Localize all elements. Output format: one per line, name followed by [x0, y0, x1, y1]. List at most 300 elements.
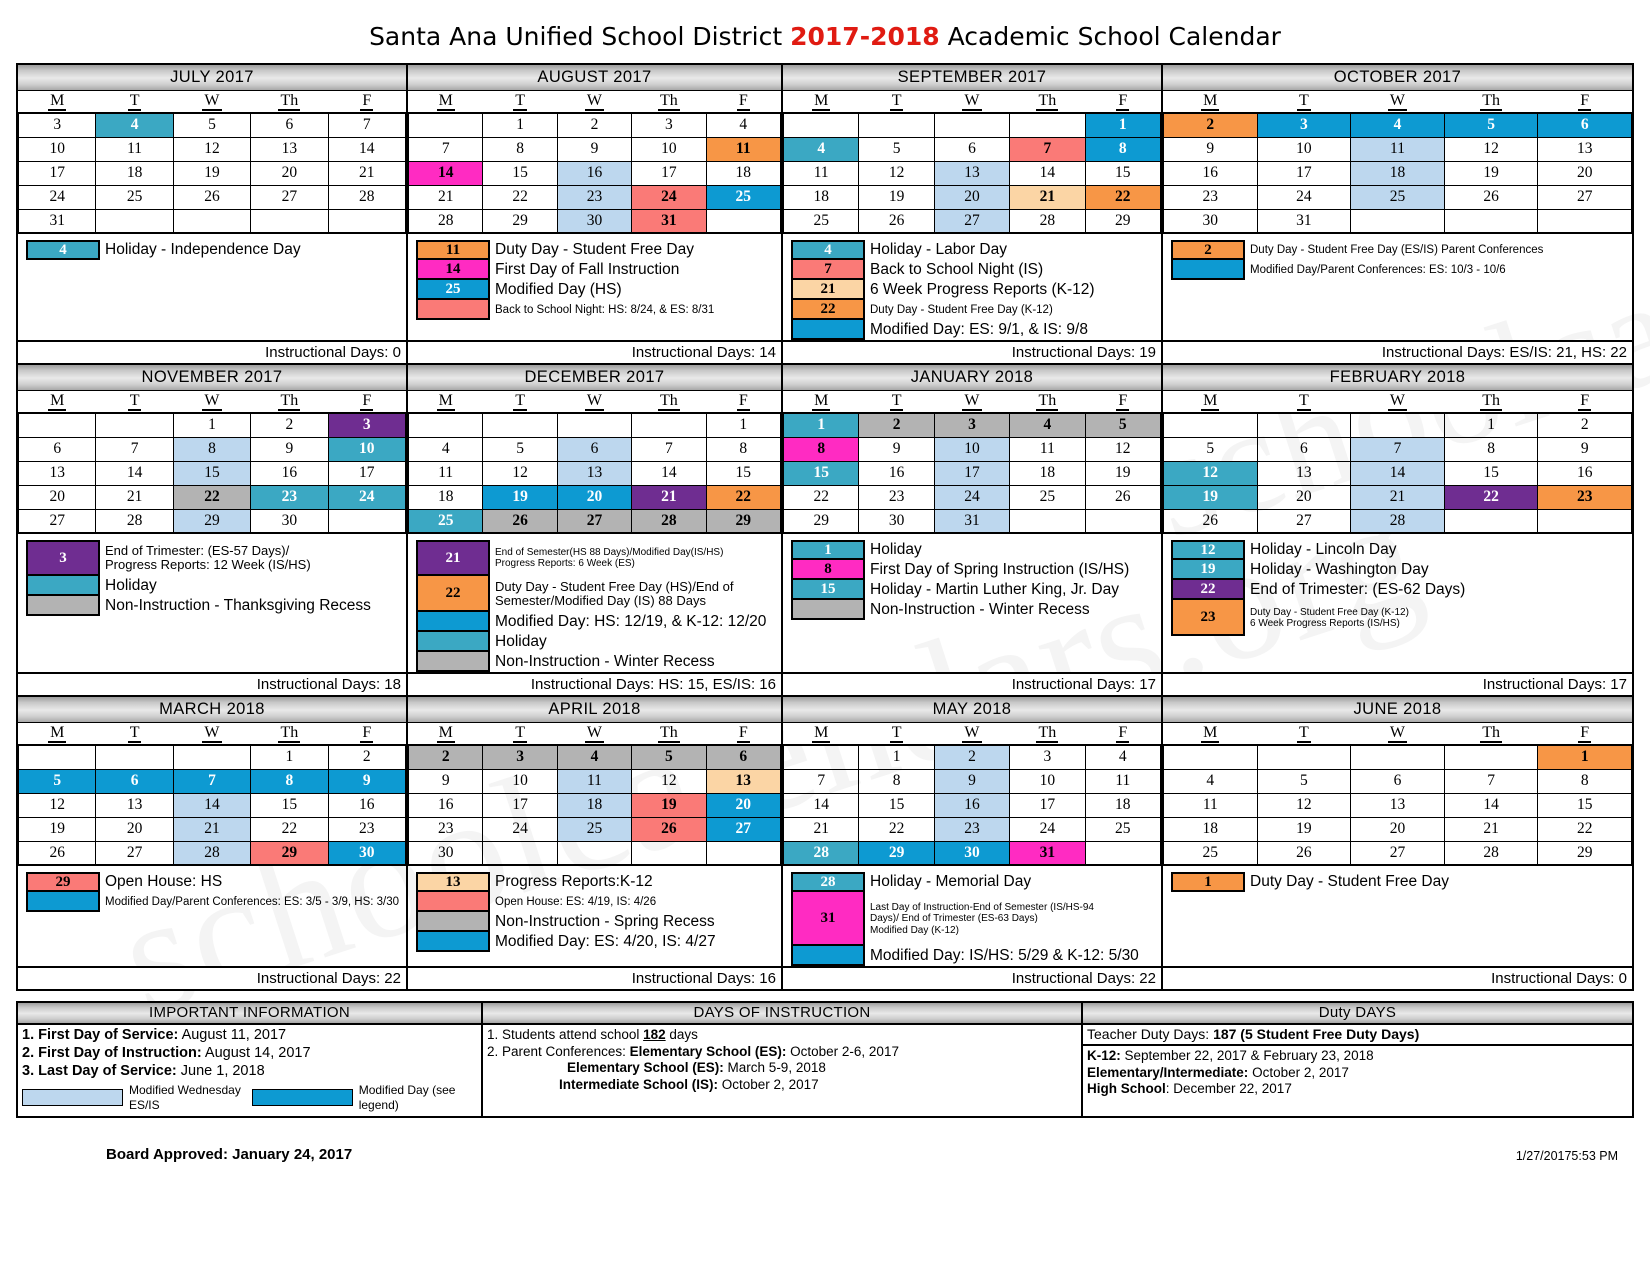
day-cell[interactable]: 16	[934, 793, 1009, 817]
day-cell[interactable]: 18	[1351, 161, 1445, 185]
day-cell[interactable]: 25	[1351, 185, 1445, 209]
day-cell[interactable]: 18	[1164, 817, 1258, 841]
day-cell-empty	[632, 413, 706, 437]
day-cell[interactable]: 25	[1010, 485, 1085, 509]
legend-label-line: Last Day of Instruction-End of Semester (IS/HS-94	[870, 902, 1094, 914]
day-cell[interactable]: 7	[328, 113, 405, 137]
day-cell[interactable]: 14	[328, 137, 405, 161]
day-cell[interactable]: 12	[173, 137, 250, 161]
day-cell[interactable]: 5	[1444, 113, 1538, 137]
day-cell[interactable]: 16	[251, 461, 328, 485]
day-cell[interactable]: 10	[19, 137, 96, 161]
day-cell[interactable]: 11	[1351, 137, 1445, 161]
day-cell[interactable]: 17	[934, 461, 1009, 485]
day-cell[interactable]: 14	[173, 793, 250, 817]
day-cell[interactable]: 18	[409, 485, 483, 509]
day-cell[interactable]: 31	[1010, 841, 1085, 865]
day-cell[interactable]: 8	[706, 437, 780, 461]
day-cell-empty	[173, 209, 250, 233]
day-cell[interactable]: 20	[934, 185, 1009, 209]
day-cell[interactable]: 14	[632, 461, 706, 485]
day-cell[interactable]: 27	[1257, 509, 1351, 533]
day-cell[interactable]: 14	[1351, 461, 1445, 485]
day-cell[interactable]: 22	[483, 185, 557, 209]
day-cell[interactable]: 1	[859, 745, 934, 769]
day-cell[interactable]: 6	[19, 437, 96, 461]
day-cell[interactable]: 30	[251, 509, 328, 533]
day-cell[interactable]: 21	[1351, 485, 1445, 509]
day-cell[interactable]: 31	[19, 209, 96, 233]
day-cell[interactable]: 4	[1164, 769, 1258, 793]
day-cell[interactable]: 27	[557, 509, 631, 533]
day-cell[interactable]: 27	[934, 209, 1009, 233]
day-cell[interactable]: 13	[96, 793, 173, 817]
day-cell[interactable]: 8	[173, 437, 250, 461]
day-cell[interactable]: 27	[1351, 841, 1445, 865]
day-cell[interactable]: 12	[1164, 461, 1258, 485]
day-cell[interactable]: 11	[557, 769, 631, 793]
day-cell[interactable]: 1	[1538, 745, 1632, 769]
day-cell[interactable]: 22	[251, 817, 328, 841]
day-cell[interactable]: 23	[859, 485, 934, 509]
day-cell[interactable]: 2	[1164, 113, 1258, 137]
day-cell[interactable]: 13	[251, 137, 328, 161]
day-cell[interactable]: 17	[632, 161, 706, 185]
day-cell-empty	[1164, 745, 1258, 769]
day-cell[interactable]: 14	[1010, 161, 1085, 185]
day-cell[interactable]: 9	[409, 769, 483, 793]
day-cell[interactable]: 27	[19, 509, 96, 533]
day-cell-empty	[1257, 745, 1351, 769]
day-cell[interactable]: 3	[328, 413, 405, 437]
day-cell[interactable]: 20	[96, 817, 173, 841]
day-cell[interactable]: 8	[784, 437, 859, 461]
day-cell[interactable]: 20	[1351, 817, 1445, 841]
day-cell[interactable]: 28	[409, 209, 483, 233]
day-cell[interactable]: 22	[173, 485, 250, 509]
day-cell[interactable]: 19	[1085, 461, 1160, 485]
month-title: MARCH 2018	[18, 697, 406, 723]
legend-item	[416, 540, 781, 576]
day-cell[interactable]: 9	[251, 437, 328, 461]
day-cell[interactable]: 8	[1085, 137, 1160, 161]
day-cell[interactable]: 29	[784, 509, 859, 533]
day-cell[interactable]: 5	[632, 745, 706, 769]
day-cell[interactable]: 21	[173, 817, 250, 841]
day-cell[interactable]: 28	[1444, 841, 1538, 865]
day-cell[interactable]: 17	[1010, 793, 1085, 817]
day-cell-empty	[409, 113, 483, 137]
day-cell[interactable]: 10	[1010, 769, 1085, 793]
day-cell[interactable]: 17	[19, 161, 96, 185]
day-cell[interactable]: 7	[1010, 137, 1085, 161]
day-cell[interactable]: 4	[784, 137, 859, 161]
day-cell[interactable]: 24	[19, 185, 96, 209]
legend-label: Non-Instruction - Winter Recess	[870, 600, 1090, 618]
day-cell[interactable]: 6	[1538, 113, 1632, 137]
day-cell[interactable]: 16	[1164, 161, 1258, 185]
day-cell[interactable]: 1	[173, 413, 250, 437]
day-cell[interactable]: 16	[859, 461, 934, 485]
week-row	[1164, 185, 1632, 209]
day-cell[interactable]: 11	[1085, 769, 1160, 793]
day-cell[interactable]: 4	[409, 437, 483, 461]
day-cell[interactable]: 4	[557, 745, 631, 769]
day-cell[interactable]: 12	[1257, 793, 1351, 817]
day-cell[interactable]: 26	[1444, 185, 1538, 209]
legend-item	[26, 596, 406, 616]
day-cell[interactable]: 15	[173, 461, 250, 485]
day-cell[interactable]: 13	[557, 461, 631, 485]
day-cell[interactable]: 26	[859, 209, 934, 233]
day-cell[interactable]: 29	[483, 209, 557, 233]
day-cell[interactable]: 15	[1444, 461, 1538, 485]
day-cell[interactable]: 11	[1164, 793, 1258, 817]
day-cell[interactable]: 11	[706, 137, 780, 161]
day-cell[interactable]: 25	[557, 817, 631, 841]
day-cell[interactable]: 16	[557, 161, 631, 185]
day-cell[interactable]: 6	[251, 113, 328, 137]
day-cell[interactable]: 1	[706, 413, 780, 437]
day-cell[interactable]: 4	[96, 113, 173, 137]
day-cell[interactable]: 12	[1085, 437, 1160, 461]
week-row	[409, 793, 781, 817]
day-cell[interactable]: 28	[632, 509, 706, 533]
legend-label: First Day of Fall Instruction	[495, 260, 680, 278]
day-cell[interactable]: 17	[328, 461, 405, 485]
day-cell[interactable]: 16	[328, 793, 405, 817]
day-cell[interactable]: 8	[1444, 437, 1538, 461]
day-cell[interactable]: 17	[483, 793, 557, 817]
day-cell[interactable]: 15	[1538, 793, 1632, 817]
day-cell[interactable]: 7	[1444, 769, 1538, 793]
day-cell[interactable]: 4	[706, 113, 780, 137]
day-cell[interactable]: 1	[1085, 113, 1160, 137]
weekday-header-w: W	[173, 391, 250, 413]
day-cell[interactable]: 13	[934, 161, 1009, 185]
day-cell[interactable]: 25	[1164, 841, 1258, 865]
day-cell[interactable]: 22	[706, 485, 780, 509]
day-cell[interactable]: 3	[934, 413, 1009, 437]
day-cell[interactable]: 13	[1257, 461, 1351, 485]
day-cell[interactable]: 19	[1164, 485, 1258, 509]
day-cell[interactable]: 30	[1164, 209, 1258, 233]
day-cell[interactable]: 30	[934, 841, 1009, 865]
day-cell[interactable]: 18	[784, 185, 859, 209]
day-cell[interactable]: 15	[483, 161, 557, 185]
day-cell[interactable]: 2	[557, 113, 631, 137]
day-cell[interactable]: 21	[96, 485, 173, 509]
day-cell[interactable]: 21	[1444, 817, 1538, 841]
day-cell[interactable]: 9	[557, 137, 631, 161]
day-cell[interactable]: 15	[1085, 161, 1160, 185]
day-cell[interactable]: 25	[1085, 817, 1160, 841]
legend-item	[791, 540, 1161, 560]
day-cell[interactable]: 2	[409, 745, 483, 769]
day-cell-empty	[1351, 745, 1445, 769]
day-cell[interactable]: 12	[483, 461, 557, 485]
day-cell[interactable]: 26	[483, 509, 557, 533]
day-cell[interactable]: 29	[1085, 209, 1160, 233]
day-cell[interactable]: 6	[934, 137, 1009, 161]
day-cell[interactable]: 15	[859, 793, 934, 817]
day-cell[interactable]: 23	[328, 817, 405, 841]
day-cell[interactable]: 18	[557, 793, 631, 817]
day-cell[interactable]: 10	[934, 437, 1009, 461]
day-cell[interactable]: 21	[632, 485, 706, 509]
week-row	[19, 161, 406, 185]
day-cell[interactable]: 8	[251, 769, 328, 793]
day-cell[interactable]: 1	[784, 413, 859, 437]
day-cell[interactable]: 8	[1538, 769, 1632, 793]
day-cell[interactable]: 12	[19, 793, 96, 817]
day-cell[interactable]: 16	[1538, 461, 1632, 485]
day-cell[interactable]: 1	[1444, 413, 1538, 437]
day-cell[interactable]: 24	[1010, 817, 1085, 841]
day-cell[interactable]: 8	[859, 769, 934, 793]
day-cell[interactable]: 15	[251, 793, 328, 817]
day-cell[interactable]: 7	[784, 769, 859, 793]
day-cell[interactable]: 13	[1538, 137, 1632, 161]
day-cell[interactable]: 21	[1010, 185, 1085, 209]
day-cell[interactable]: 7	[96, 437, 173, 461]
day-cell[interactable]: 7	[173, 769, 250, 793]
day-cell[interactable]: 25	[706, 185, 780, 209]
day-cell[interactable]: 2	[934, 745, 1009, 769]
day-cell[interactable]: 6	[1351, 769, 1445, 793]
weekday-header-f: F	[1085, 91, 1160, 113]
day-cell-empty	[557, 841, 631, 865]
day-cell[interactable]: 6	[706, 745, 780, 769]
day-cell[interactable]: 9	[328, 769, 405, 793]
day-cell[interactable]: 14	[96, 461, 173, 485]
duty-label: High School	[1087, 1081, 1166, 1097]
day-cell[interactable]: 26	[1257, 841, 1351, 865]
day-cell[interactable]: 23	[934, 817, 1009, 841]
day-cell[interactable]: 13	[19, 461, 96, 485]
day-cell[interactable]: 24	[934, 485, 1009, 509]
duty-line	[1087, 1081, 1628, 1098]
important-information-panel	[18, 1003, 483, 1116]
weekday-header-th: Th	[1444, 723, 1538, 745]
day-cell[interactable]: 28	[96, 509, 173, 533]
day-cell[interactable]: 23	[1538, 485, 1632, 509]
day-cell[interactable]: 14	[784, 793, 859, 817]
day-cell[interactable]: 4	[1085, 745, 1160, 769]
day-cell[interactable]: 5	[19, 769, 96, 793]
day-cell[interactable]: 9	[1538, 437, 1632, 461]
day-cell[interactable]: 6	[557, 437, 631, 461]
day-cell[interactable]: 22	[859, 817, 934, 841]
day-cell[interactable]: 3	[1257, 113, 1351, 137]
day-cell[interactable]: 18	[96, 161, 173, 185]
legend-item	[791, 892, 1161, 946]
day-cell[interactable]: 22	[1444, 485, 1538, 509]
day-cell[interactable]: 6	[1257, 437, 1351, 461]
day-cell[interactable]: 31	[934, 509, 1009, 533]
day-cell[interactable]: 16	[409, 793, 483, 817]
day-cell[interactable]: 26	[173, 185, 250, 209]
day-cell[interactable]: 22	[1538, 817, 1632, 841]
day-cell[interactable]: 18	[1010, 461, 1085, 485]
day-cell[interactable]: 7	[1351, 437, 1445, 461]
day-cell[interactable]: 11	[96, 137, 173, 161]
day-cell[interactable]: 19	[632, 793, 706, 817]
day-cell[interactable]: 7	[409, 137, 483, 161]
day-cell[interactable]: 26	[632, 817, 706, 841]
day-cell[interactable]: 9	[859, 437, 934, 461]
day-cell[interactable]: 11	[784, 161, 859, 185]
day-cell[interactable]: 5	[859, 137, 934, 161]
day-cell[interactable]: 20	[706, 793, 780, 817]
day-cell[interactable]: 30	[328, 841, 405, 865]
day-cell[interactable]: 27	[96, 841, 173, 865]
day-cell[interactable]: 23	[251, 485, 328, 509]
day-cell[interactable]: 28	[1010, 209, 1085, 233]
day-cell[interactable]: 31	[1257, 209, 1351, 233]
day-cell[interactable]: 30	[409, 841, 483, 865]
day-cell[interactable]: 24	[1257, 185, 1351, 209]
day-cell[interactable]: 27	[1538, 185, 1632, 209]
week-row	[409, 437, 781, 461]
day-cell[interactable]: 10	[632, 137, 706, 161]
day-cell[interactable]: 2	[251, 413, 328, 437]
day-cell[interactable]: 1	[251, 745, 328, 769]
weekday-header-t: T	[859, 723, 934, 745]
day-cell[interactable]: 29	[173, 509, 250, 533]
day-cell[interactable]: 2	[1538, 413, 1632, 437]
day-cell[interactable]: 19	[483, 485, 557, 509]
day-cell[interactable]: 23	[1164, 185, 1258, 209]
day-cell[interactable]: 28	[1351, 509, 1445, 533]
day-cell[interactable]: 24	[632, 185, 706, 209]
day-cell[interactable]: 5	[1085, 413, 1160, 437]
day-cell[interactable]: 15	[784, 461, 859, 485]
day-cell[interactable]: 13	[1351, 793, 1445, 817]
day-cell[interactable]: 3	[1010, 745, 1085, 769]
day-cell[interactable]: 20	[251, 161, 328, 185]
day-cell[interactable]: 29	[251, 841, 328, 865]
day-cell[interactable]: 25	[784, 209, 859, 233]
day-cell[interactable]: 7	[632, 437, 706, 461]
day-cell[interactable]: 22	[784, 485, 859, 509]
day-cell[interactable]: 10	[1257, 137, 1351, 161]
month-legend	[408, 234, 781, 340]
day-cell[interactable]: 23	[557, 185, 631, 209]
day-cell[interactable]: 25	[96, 185, 173, 209]
day-cell[interactable]: 14	[1444, 793, 1538, 817]
week-row	[19, 413, 406, 437]
day-cell[interactable]: 19	[19, 817, 96, 841]
day-cell[interactable]: 2	[328, 745, 405, 769]
day-cell[interactable]: 3	[19, 113, 96, 137]
week-row	[784, 769, 1161, 793]
day-cell[interactable]: 28	[784, 841, 859, 865]
day-cell[interactable]: 15	[706, 461, 780, 485]
day-cell[interactable]: 12	[859, 161, 934, 185]
day-cell[interactable]: 5	[173, 113, 250, 137]
day-cell[interactable]: 26	[1085, 485, 1160, 509]
day-cell[interactable]: 27	[706, 817, 780, 841]
day-cell[interactable]: 19	[1444, 161, 1538, 185]
day-cell[interactable]: 13	[706, 769, 780, 793]
day-cell[interactable]: 5	[483, 437, 557, 461]
day-cell[interactable]: 4	[1351, 113, 1445, 137]
day-cell[interactable]: 30	[557, 209, 631, 233]
day-cell[interactable]: 19	[1257, 817, 1351, 841]
day-cell[interactable]: 21	[409, 185, 483, 209]
legend-label	[490, 576, 733, 612]
day-cell[interactable]: 9	[934, 769, 1009, 793]
weekday-header-th: Th	[632, 391, 706, 413]
day-cell[interactable]: 29	[1538, 841, 1632, 865]
weekday-header-w: W	[173, 91, 250, 113]
day-cell[interactable]: 6	[96, 769, 173, 793]
day-cell[interactable]: 17	[1257, 161, 1351, 185]
month-legend	[408, 866, 781, 966]
day-cell[interactable]: 30	[859, 509, 934, 533]
day-cell[interactable]: 10	[328, 437, 405, 461]
day-cell[interactable]: 14	[409, 161, 483, 185]
weekday-header-w: W	[934, 723, 1009, 745]
day-cell[interactable]: 1	[483, 113, 557, 137]
day-cell[interactable]: 12	[1444, 137, 1538, 161]
day-cell[interactable]: 8	[483, 137, 557, 161]
day-cell[interactable]: 24	[328, 485, 405, 509]
day-cell[interactable]: 9	[1164, 137, 1258, 161]
day-cell[interactable]: 5	[1164, 437, 1258, 461]
day-cell[interactable]: 19	[859, 185, 934, 209]
day-cell[interactable]: 11	[409, 461, 483, 485]
day-cell[interactable]: 11	[1010, 437, 1085, 461]
day-cell[interactable]: 5	[1257, 769, 1351, 793]
day-cell[interactable]: 21	[328, 161, 405, 185]
day-cell[interactable]: 3	[632, 113, 706, 137]
day-cell[interactable]: 23	[409, 817, 483, 841]
day-cell[interactable]: 3	[483, 745, 557, 769]
board-approved-text: Board Approved: January 24, 2017	[106, 1145, 353, 1163]
day-cell[interactable]: 20	[19, 485, 96, 509]
day-cell[interactable]: 26	[19, 841, 96, 865]
legend-label-line: Progress Reports: 12 Week (IS/HS)	[105, 557, 311, 572]
month-day-grid	[783, 91, 1161, 234]
day-cell[interactable]: 2	[859, 413, 934, 437]
day-cell[interactable]: 22	[1085, 185, 1160, 209]
day-cell[interactable]: 26	[1164, 509, 1258, 533]
day-cell[interactable]: 18	[706, 161, 780, 185]
day-cell[interactable]: 20	[1257, 485, 1351, 509]
day-cell[interactable]: 28	[328, 185, 405, 209]
day-cell[interactable]: 18	[1085, 793, 1160, 817]
day-cell[interactable]: 31	[632, 209, 706, 233]
day-cell[interactable]: 19	[173, 161, 250, 185]
day-cell[interactable]: 12	[632, 769, 706, 793]
day-cell[interactable]: 20	[557, 485, 631, 509]
day-cell[interactable]: 28	[173, 841, 250, 865]
day-cell[interactable]: 27	[251, 185, 328, 209]
day-cell[interactable]: 10	[483, 769, 557, 793]
day-cell-empty	[1444, 509, 1538, 533]
legend-item	[416, 576, 781, 612]
day-cell[interactable]: 21	[784, 817, 859, 841]
day-cell[interactable]: 29	[706, 509, 780, 533]
day-cell[interactable]: 25	[409, 509, 483, 533]
legend-swatch: 1	[1171, 872, 1245, 892]
day-cell[interactable]: 4	[1010, 413, 1085, 437]
day-cell[interactable]: 20	[1538, 161, 1632, 185]
day-cell[interactable]: 24	[483, 817, 557, 841]
day-cell[interactable]: 29	[859, 841, 934, 865]
